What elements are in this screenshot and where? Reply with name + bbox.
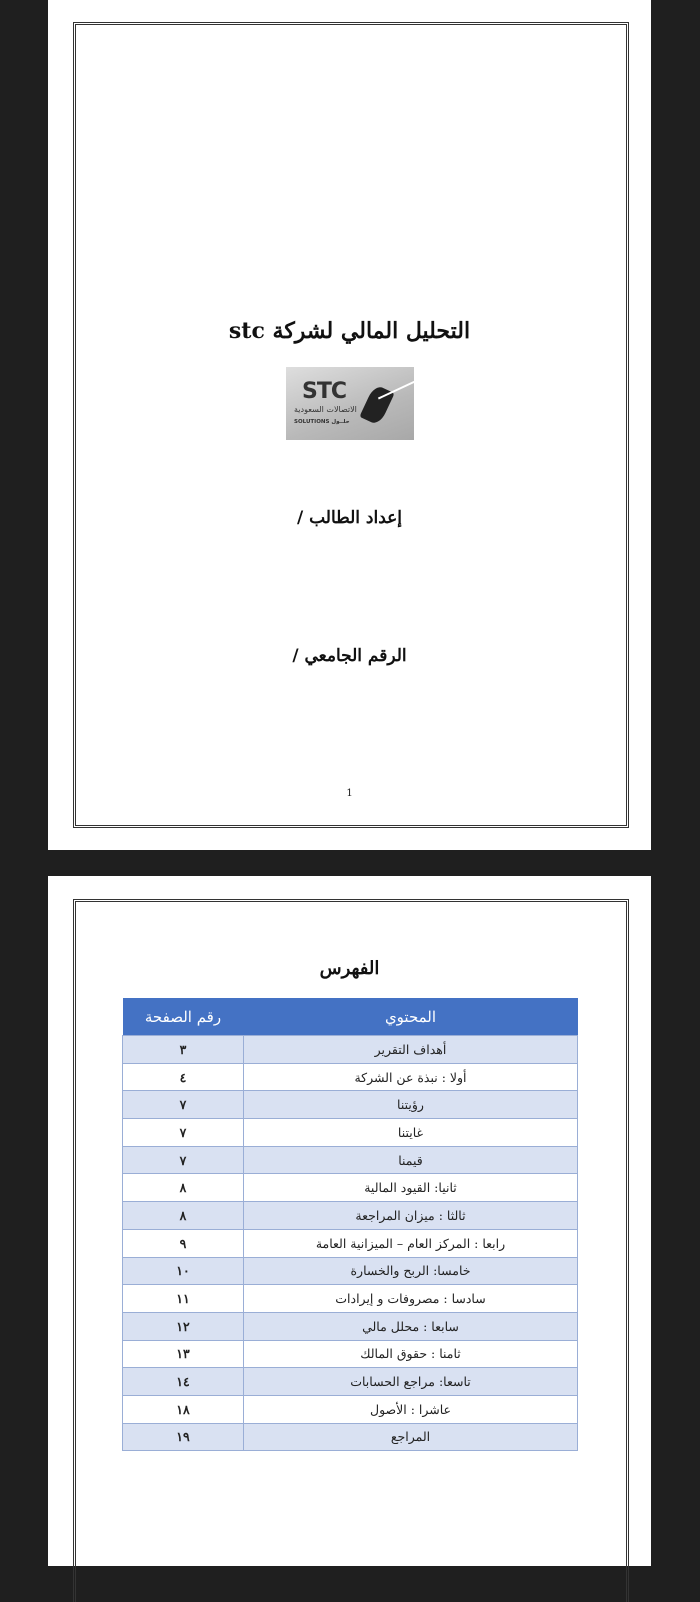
toc-page-number: ٨ — [123, 1174, 244, 1202]
toc-page-number: ١١ — [123, 1285, 244, 1313]
toc-content: ثانيا: القيود المالية — [244, 1174, 578, 1202]
toc-title: الفهرس — [319, 958, 380, 979]
toc-row — [123, 1229, 578, 1257]
header-page: رقم الصفحة — [123, 997, 244, 1036]
toc-page-number: ١٩ — [123, 1423, 244, 1451]
toc-row — [123, 1312, 578, 1340]
toc-page-number: ٨ — [123, 1202, 244, 1230]
stc-logo-image — [286, 367, 414, 440]
toc-content: عاشرا : الأصول — [244, 1395, 578, 1423]
toc-row — [123, 1285, 578, 1313]
report-title: التحليل المالي لشركة stc — [228, 318, 471, 344]
toc-page-number: ٧ — [123, 1119, 244, 1147]
toc-content: قيمنا — [244, 1146, 578, 1174]
toc-content: المراجع — [244, 1423, 578, 1451]
toc-page-number: ٧ — [123, 1091, 244, 1119]
toc-content: أهداف التقرير — [244, 1036, 578, 1064]
toc-row — [123, 1146, 578, 1174]
toc-content: ثامنا : حقوق المالك — [244, 1340, 578, 1368]
toc-page — [48, 876, 651, 1566]
cover-page — [48, 0, 651, 850]
toc-page-number: ١٣ — [123, 1340, 244, 1368]
toc-content: ثالثا : ميزان المراجعة — [244, 1202, 578, 1230]
toc-page-number: ٣ — [123, 1036, 244, 1064]
toc-content: سابعا : محلل مالي — [244, 1312, 578, 1340]
logo-mark — [359, 384, 394, 426]
toc-table — [122, 996, 578, 1451]
toc-content: أولا : نبذة عن الشركة — [244, 1063, 578, 1091]
toc-page-number: ٧ — [123, 1146, 244, 1174]
toc-row — [123, 1257, 578, 1285]
header-content: المحتوي — [244, 997, 578, 1036]
toc-content: خامسا: الربح والخسارة — [244, 1257, 578, 1285]
toc-row — [123, 1395, 578, 1423]
toc-page-number: ١٢ — [123, 1312, 244, 1340]
page-number: 1 — [346, 788, 353, 799]
toc-content: غايتنا — [244, 1119, 578, 1147]
toc-page-number: ٩ — [123, 1229, 244, 1257]
student-id-label: الرقم الجامعي / — [292, 646, 407, 666]
logo-arabic: الاتصالات السعودية — [294, 405, 357, 414]
toc-row — [123, 1368, 578, 1396]
toc-row — [123, 1119, 578, 1147]
toc-content: تاسعا: مراجع الحسابات — [244, 1368, 578, 1396]
toc-content: رابعا : المركز العام – الميزانية العامة — [244, 1229, 578, 1257]
logo-brand: STC — [302, 379, 346, 404]
toc-row — [123, 1202, 578, 1230]
toc-row — [123, 1036, 578, 1064]
toc-page-number: ١٨ — [123, 1395, 244, 1423]
toc-page-number: ٤ — [123, 1063, 244, 1091]
toc-content: رؤيتنا — [244, 1091, 578, 1119]
toc-row — [123, 1091, 578, 1119]
toc-row — [123, 1423, 578, 1451]
toc-row — [123, 1174, 578, 1202]
logo-solutions: SOLUTIONS حلــول — [294, 419, 350, 425]
toc-page-number: ١٤ — [123, 1368, 244, 1396]
toc-content: سادسا : مصروفات و إيرادات — [244, 1285, 578, 1313]
toc-row — [123, 1340, 578, 1368]
toc-row — [123, 1063, 578, 1091]
student-label: إعداد الطالب / — [296, 508, 403, 528]
toc-page-number: ١٠ — [123, 1257, 244, 1285]
